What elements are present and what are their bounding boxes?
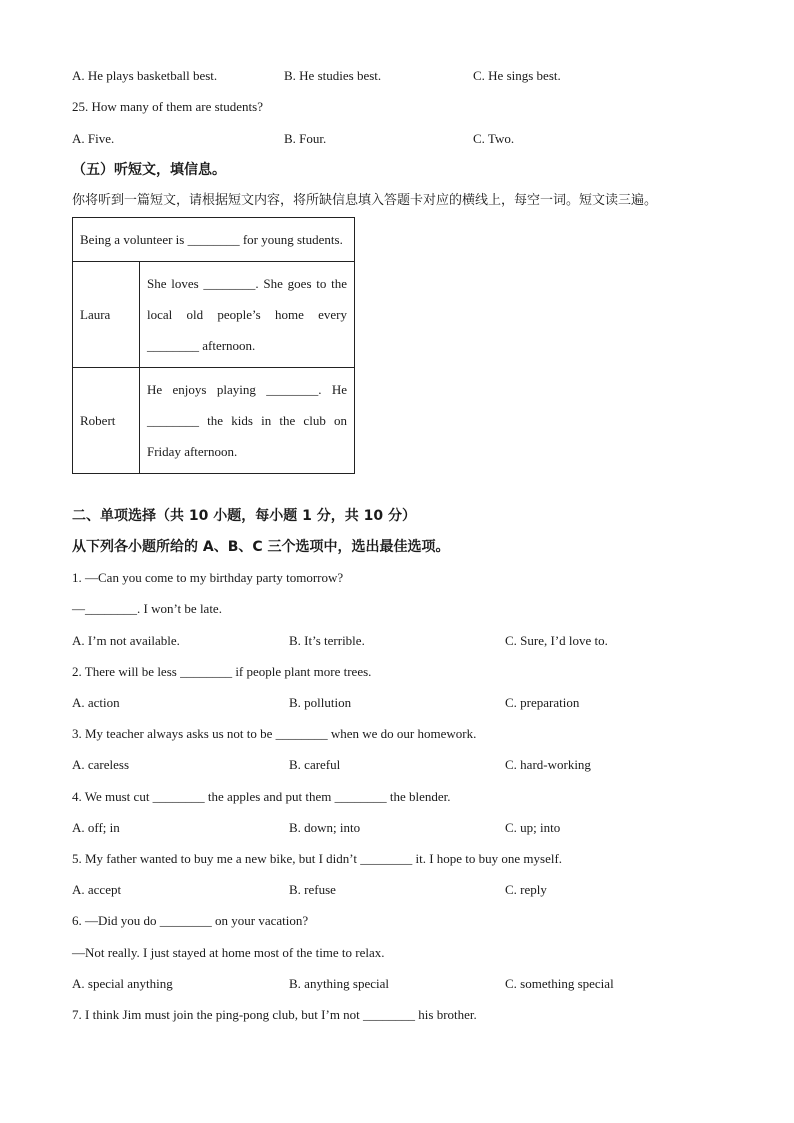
q4-option-c: C. up; into: [505, 820, 561, 835]
part2-heading: 二、单项选择（共 10 小题，每小题 1 分，共 10 分）: [72, 508, 416, 524]
q2-stem: 2. There will be less ________ if people plant more trees.: [72, 664, 372, 679]
q5-option-a: A. accept: [72, 882, 122, 897]
prev-option-a: A. He plays basketball best.: [72, 68, 218, 83]
q6-stem: 6. —Did you do ________ on your vacation?: [72, 913, 309, 928]
q2-option-a: A. action: [72, 695, 120, 710]
q6-option-b: B. anything special: [289, 976, 390, 991]
q4-option-a: A. off; in: [72, 820, 120, 835]
table-text-laura: She loves ________. She goes to the local old people’s home every ________ afternoon.: [140, 262, 355, 368]
section5-instruction: 你将听到一篇短文，请根据短文内容，将所缺信息填入答题卡对应的横线上，每空一词。短文读三遍。: [72, 193, 658, 208]
table-name-robert: Robert: [73, 368, 140, 474]
q4-stem: 4. We must cut ________ the apples and put them ________ the blender.: [72, 789, 451, 804]
q5-option-b: B. refuse: [289, 882, 336, 897]
q3-stem: 3. My teacher always asks us not to be ________ when we do our homework.: [72, 726, 477, 741]
q6-option-a: A. special anything: [72, 976, 173, 991]
part2-instruction: 从下列各小题所给的 A、B、C 三个选项中，选出最佳选项。: [72, 539, 450, 555]
q3-option-a: A. careless: [72, 757, 130, 772]
q4-option-b: B. down; into: [289, 820, 361, 835]
q2-option-b: B. pollution: [289, 695, 352, 710]
q1-stem: 1. —Can you come to my birthday party tomorrow?: [72, 570, 344, 585]
q25-option-a: A. Five.: [72, 131, 115, 146]
q25-option-b: B. Four.: [284, 131, 327, 146]
q5-stem: 5. My father wanted to buy me a new bike, but I didn’t ________ it. I hope to buy one myself.: [72, 851, 563, 866]
table-name-laura: Laura: [73, 262, 140, 368]
info-table: [72, 217, 355, 474]
q6-reply: —Not really. I just stayed at home most of the time to relax.: [72, 945, 385, 960]
q1-option-a: A. I’m not available.: [72, 633, 180, 648]
q3-option-c: C. hard-working: [505, 757, 591, 772]
q1-option-c: C. Sure, I’d love to.: [505, 633, 608, 648]
q1-option-b: B. It’s terrible.: [289, 633, 365, 648]
q2-option-c: C. preparation: [505, 695, 580, 710]
q7-stem: 7. I think Jim must join the ping-pong club, but I’m not ________ his brother.: [72, 1007, 477, 1022]
q3-option-b: B. careful: [289, 757, 341, 772]
q1-reply: —________. I won’t be late.: [72, 601, 222, 616]
prev-option-b: B. He studies best.: [284, 68, 382, 83]
q6-option-c: C. something special: [505, 976, 614, 991]
question-25-stem: 25. How many of them are students?: [72, 99, 263, 114]
table-row-volunteer: Being a volunteer is ________ for young students.: [73, 218, 355, 262]
prev-option-c: C. He sings best.: [473, 68, 561, 83]
table-text-robert: He enjoys playing ________. He ________ the kids in the club on Friday afternoon.: [140, 368, 355, 474]
section5-heading: （五）听短文，填信息。: [72, 162, 226, 178]
q5-option-c: C. reply: [505, 882, 547, 897]
q25-option-c: C. Two.: [473, 131, 515, 146]
